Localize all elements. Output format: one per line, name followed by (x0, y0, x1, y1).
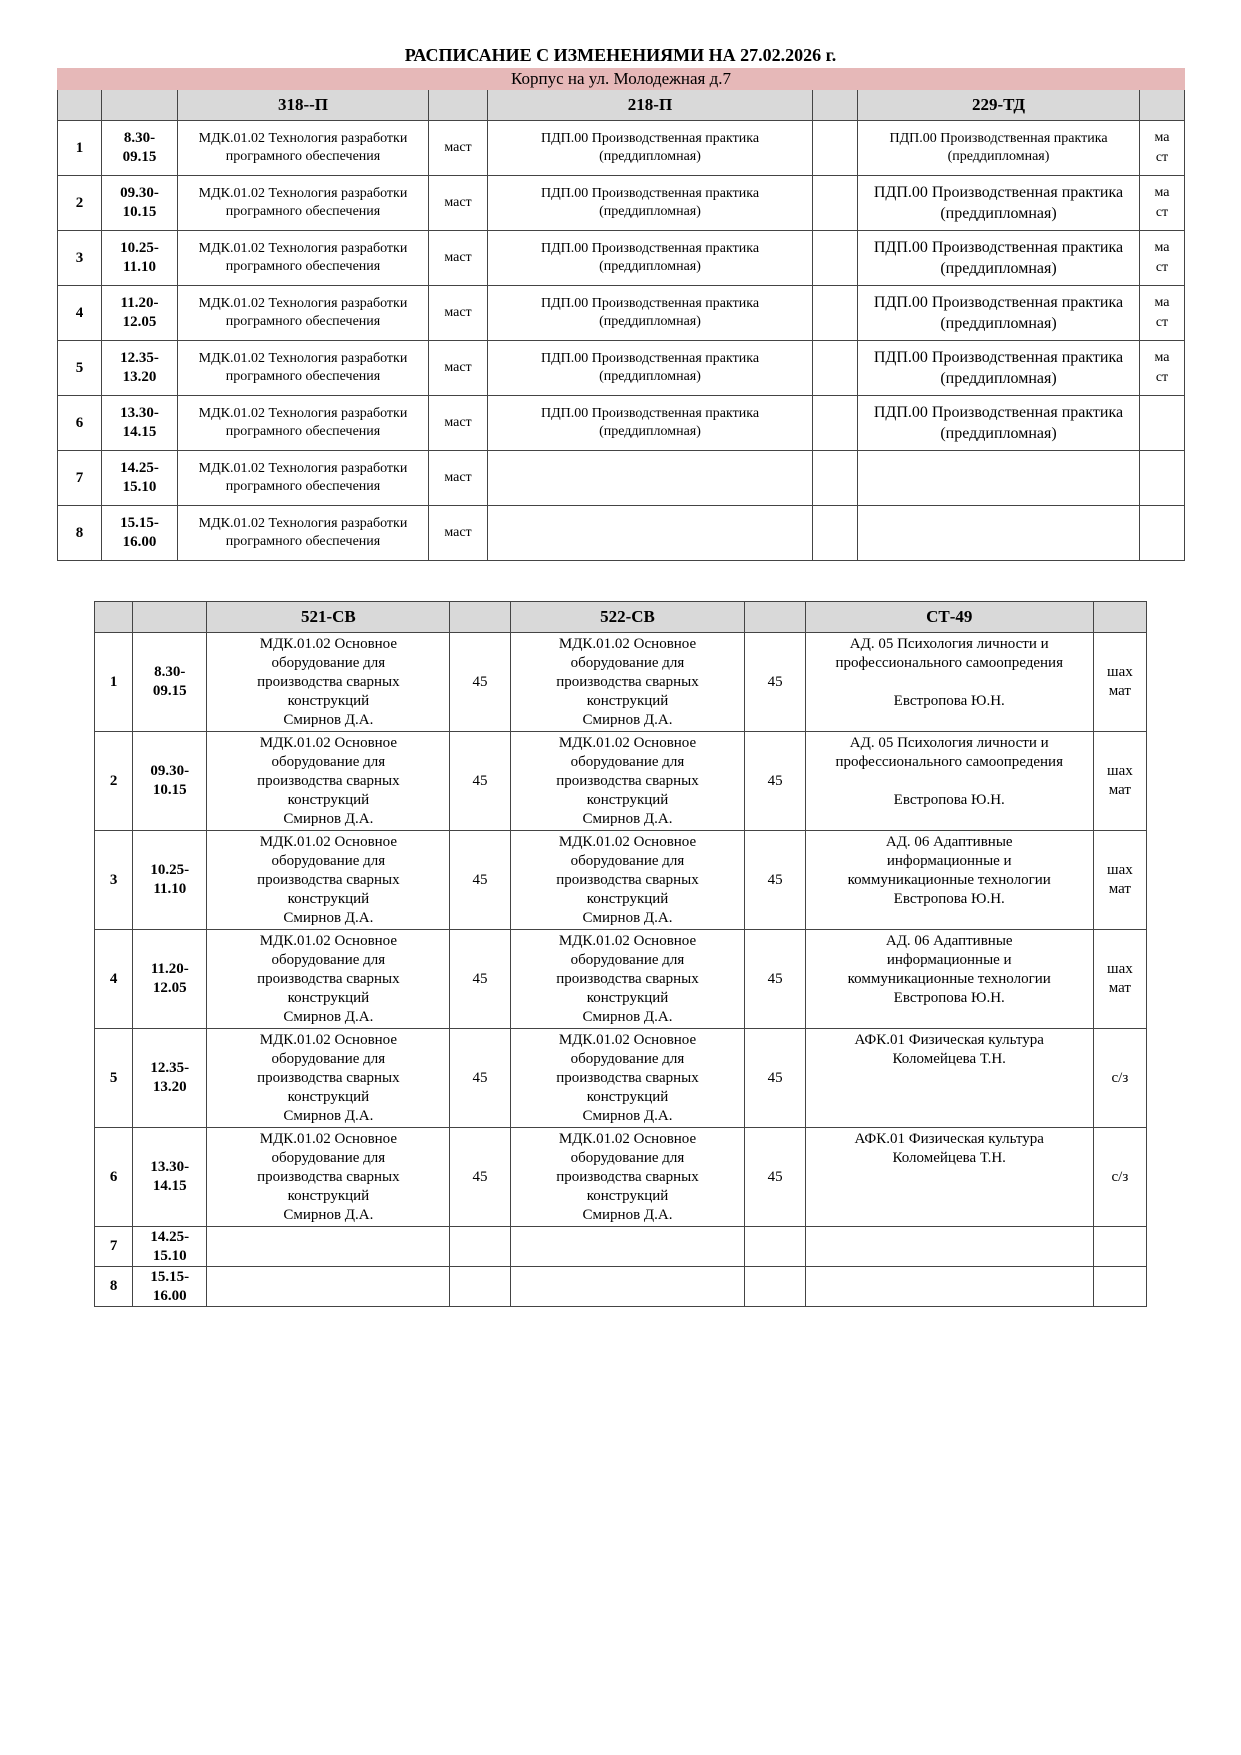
subject-cell: ПДП.00 Производственная практика (преддипломная) (488, 341, 813, 396)
subject-cell: ПДП.00 Производственная практика (преддипломная) (858, 396, 1140, 451)
room-cell: ма ст (1140, 341, 1185, 396)
subject-cell: МДК.01.02 Технология разработки програмного обеспечения (178, 451, 429, 506)
room-cell: шах мат (1093, 633, 1146, 732)
subject-cell (805, 1227, 1093, 1267)
pair-number: 3 (58, 231, 102, 286)
subject-cell: МДК.01.02 Основное оборудование для производства сварных конструкций Смирнов Д.А. (510, 930, 745, 1029)
group-header: СТ-49 (805, 602, 1093, 633)
room-cell: 45 (450, 1128, 510, 1227)
subject-cell: ПДП.00 Производственная практика (преддипломная) (488, 176, 813, 231)
schedule-table-1 (57, 68, 1185, 561)
room-cell (1093, 1267, 1146, 1307)
header-room (1093, 602, 1146, 633)
subject-cell: МДК.01.02 Технология разработки програмного обеспечения (178, 121, 429, 176)
subject-cell: МДК.01.02 Основное оборудование для производства сварных конструкций Смирнов Д.А. (207, 831, 450, 930)
group-header: 318--П (178, 90, 429, 121)
room-cell: 45 (450, 930, 510, 1029)
pair-number: 1 (58, 121, 102, 176)
table-row (95, 1128, 1147, 1227)
subject-cell: ПДП.00 Производственная практика (преддипломная) (858, 341, 1140, 396)
room-cell (1140, 396, 1185, 451)
subject-cell: МДК.01.02 Технология разработки програмного обеспечения (178, 176, 429, 231)
table-row (95, 831, 1147, 930)
subject-cell: МДК.01.02 Основное оборудование для производства сварных конструкций Смирнов Д.А. (207, 633, 450, 732)
pair-time: 15.15- 16.00 (133, 1267, 207, 1307)
room-cell: ма ст (1140, 121, 1185, 176)
pair-time: 09.30- 10.15 (102, 176, 178, 231)
room-cell: маст (429, 231, 488, 286)
subject-cell (207, 1267, 450, 1307)
header-num (58, 90, 102, 121)
room-cell: шах мат (1093, 732, 1146, 831)
table-row (58, 396, 1185, 451)
table-row (95, 732, 1147, 831)
pair-time: 11.20- 12.05 (102, 286, 178, 341)
table-row (95, 1267, 1147, 1307)
room-cell: 45 (745, 1128, 805, 1227)
pair-time: 8.30- 09.15 (102, 121, 178, 176)
pair-time: 10.25- 11.10 (102, 231, 178, 286)
room-cell: маст (429, 341, 488, 396)
room-cell (745, 1267, 805, 1307)
pair-number: 2 (58, 176, 102, 231)
room-cell: маст (429, 451, 488, 506)
pair-time: 09.30- 10.15 (133, 732, 207, 831)
pair-number: 1 (95, 633, 133, 732)
header-room (1140, 90, 1185, 121)
subject-cell: МДК.01.02 Основное оборудование для производства сварных конструкций Смирнов Д.А. (207, 1029, 450, 1128)
room-cell (813, 286, 858, 341)
room-cell: ма ст (1140, 176, 1185, 231)
subject-cell: МДК.01.02 Основное оборудование для производства сварных конструкций Смирнов Д.А. (510, 831, 745, 930)
table-row (95, 1227, 1147, 1267)
pair-time: 12.35- 13.20 (102, 341, 178, 396)
room-cell: 45 (745, 930, 805, 1029)
subject-cell (510, 1267, 745, 1307)
pair-time: 8.30- 09.15 (133, 633, 207, 732)
room-cell (1093, 1227, 1146, 1267)
header-room (429, 90, 488, 121)
room-cell: маст (429, 506, 488, 561)
subject-cell: МДК.01.02 Основное оборудование для производства сварных конструкций Смирнов Д.А. (207, 1128, 450, 1227)
room-cell: 45 (450, 1029, 510, 1128)
pair-number: 4 (58, 286, 102, 341)
room-cell (450, 1267, 510, 1307)
pair-number: 3 (95, 831, 133, 930)
subject-cell (510, 1227, 745, 1267)
subject-cell: АФК.01 Физическая культура Коломейцева Т.Н. (805, 1128, 1093, 1227)
subject-cell: МДК.01.02 Основное оборудование для производства сварных конструкций Смирнов Д.А. (207, 930, 450, 1029)
room-cell: маст (429, 176, 488, 231)
pair-number: 7 (58, 451, 102, 506)
group-header: 229-ТД (858, 90, 1140, 121)
pair-time: 14.25- 15.10 (133, 1227, 207, 1267)
room-cell: 45 (745, 831, 805, 930)
subject-cell: АД. 06 Адаптивные информационные и коммуникационные технологии Евстропова Ю.Н. (805, 831, 1093, 930)
subject-cell (858, 506, 1140, 561)
table-row (58, 176, 1185, 231)
room-cell (745, 1227, 805, 1267)
subject-cell: АД. 05 Психология личности и профессионального самоопредения Евстропова Ю.Н. (805, 633, 1093, 732)
room-cell (813, 231, 858, 286)
subject-cell: МДК.01.02 Основное оборудование для производства сварных конструкций Смирнов Д.А. (510, 1128, 745, 1227)
room-cell: 45 (745, 732, 805, 831)
room-cell (1140, 506, 1185, 561)
subject-cell (805, 1267, 1093, 1307)
table-row (58, 506, 1185, 561)
table-row (95, 1029, 1147, 1128)
pair-number: 2 (95, 732, 133, 831)
header-time (102, 90, 178, 121)
pair-number: 6 (58, 396, 102, 451)
room-cell (813, 396, 858, 451)
subject-cell: МДК.01.02 Основное оборудование для производства сварных конструкций Смирнов Д.А. (207, 732, 450, 831)
subject-cell: АФК.01 Физическая культура Коломейцева Т.Н. (805, 1029, 1093, 1128)
header-room (813, 90, 858, 121)
pair-time: 10.25- 11.10 (133, 831, 207, 930)
subject-cell: ПДП.00 Производственная практика (преддипломная) (488, 121, 813, 176)
group-header: 218-П (488, 90, 813, 121)
table-row (95, 930, 1147, 1029)
room-cell: маст (429, 286, 488, 341)
pair-number: 5 (58, 341, 102, 396)
table-row (58, 121, 1185, 176)
subject-cell (488, 451, 813, 506)
room-cell: 45 (450, 732, 510, 831)
room-cell: 45 (745, 633, 805, 732)
subject-cell: МДК.01.02 Технология разработки програмного обеспечения (178, 286, 429, 341)
pair-number: 7 (95, 1227, 133, 1267)
room-cell: с/з (1093, 1029, 1146, 1128)
header-room (450, 602, 510, 633)
table-row (58, 341, 1185, 396)
subject-cell: МДК.01.02 Технология разработки програмного обеспечения (178, 341, 429, 396)
subject-cell: МДК.01.02 Технология разработки програмного обеспечения (178, 396, 429, 451)
subject-cell: АД. 05 Психология личности и профессионального самоопредения Евстропова Ю.Н. (805, 732, 1093, 831)
subject-cell: ПДП.00 Производственная практика (преддипломная) (858, 176, 1140, 231)
subject-cell: МДК.01.02 Технология разработки програмного обеспечения (178, 231, 429, 286)
table-row (58, 286, 1185, 341)
page-title: РАСПИСАНИЕ С ИЗМЕНЕНИЯМИ НА 27.02.2026 г. (404, 45, 837, 65)
pair-number: 6 (95, 1128, 133, 1227)
subject-cell: ПДП.00 Производственная практика (преддипломная) (858, 286, 1140, 341)
group-header: 521-СВ (207, 602, 450, 633)
schedule-table-2 (94, 601, 1147, 1307)
subject-cell: ПДП.00 Производственная практика (преддипломная) (858, 121, 1140, 176)
pair-time: 13.30- 14.15 (133, 1128, 207, 1227)
room-cell: маст (429, 396, 488, 451)
room-cell: маст (429, 121, 488, 176)
room-cell (813, 121, 858, 176)
pair-number: 5 (95, 1029, 133, 1128)
pair-number: 4 (95, 930, 133, 1029)
room-cell (813, 451, 858, 506)
subject-cell: МДК.01.02 Основное оборудование для производства сварных конструкций Смирнов Д.А. (510, 633, 745, 732)
subject-cell: ПДП.00 Производственная практика (преддипломная) (858, 231, 1140, 286)
room-cell (813, 341, 858, 396)
room-cell: 45 (450, 831, 510, 930)
subject-cell: МДК.01.02 Технология разработки програмного обеспечения (178, 506, 429, 561)
pair-time: 11.20- 12.05 (133, 930, 207, 1029)
table-row (95, 633, 1147, 732)
subject-cell: МДК.01.02 Основное оборудование для производства сварных конструкций Смирнов Д.А. (510, 1029, 745, 1128)
pair-number: 8 (95, 1267, 133, 1307)
subject-cell (207, 1227, 450, 1267)
room-cell (1140, 451, 1185, 506)
room-cell (813, 506, 858, 561)
room-cell: 45 (745, 1029, 805, 1128)
room-cell: шах мат (1093, 930, 1146, 1029)
header-num (95, 602, 133, 633)
subject-cell (858, 451, 1140, 506)
room-cell: шах мат (1093, 831, 1146, 930)
subject-cell: МДК.01.02 Основное оборудование для производства сварных конструкций Смирнов Д.А. (510, 732, 745, 831)
pair-time: 13.30- 14.15 (102, 396, 178, 451)
room-cell (450, 1227, 510, 1267)
pair-time: 12.35- 13.20 (133, 1029, 207, 1128)
subject-cell: АД. 06 Адаптивные информационные и коммуникационные технологии Евстропова Ю.Н. (805, 930, 1093, 1029)
corpus-label: Корпус на ул. Молодежная д.7 (58, 69, 1185, 90)
header-time (133, 602, 207, 633)
room-cell (813, 176, 858, 231)
group-header: 522-СВ (510, 602, 745, 633)
pair-time: 14.25- 15.10 (102, 451, 178, 506)
pair-time: 15.15- 16.00 (102, 506, 178, 561)
subject-cell: ПДП.00 Производственная практика (преддипломная) (488, 231, 813, 286)
header-room (745, 602, 805, 633)
table-row (58, 451, 1185, 506)
table-row (58, 231, 1185, 286)
subject-cell (488, 506, 813, 561)
room-cell: 45 (450, 633, 510, 732)
room-cell: ма ст (1140, 286, 1185, 341)
room-cell: с/з (1093, 1128, 1146, 1227)
subject-cell: ПДП.00 Производственная практика (преддипломная) (488, 286, 813, 341)
room-cell: ма ст (1140, 231, 1185, 286)
subject-cell: ПДП.00 Производственная практика (преддипломная) (488, 396, 813, 451)
pair-number: 8 (58, 506, 102, 561)
